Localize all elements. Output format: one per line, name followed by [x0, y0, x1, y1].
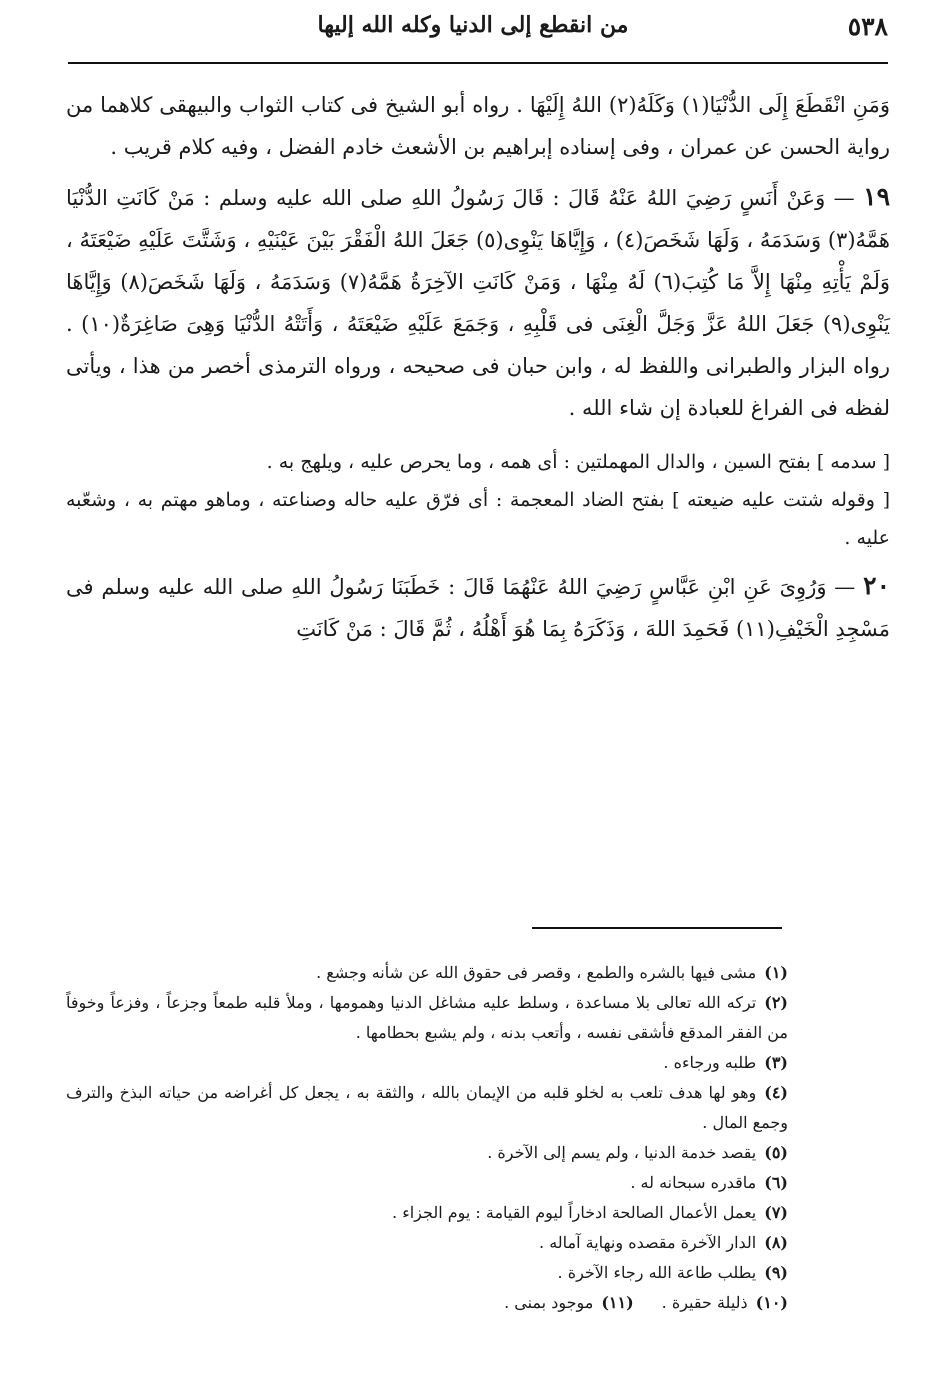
- paragraph-hadith-19: [66, 176, 890, 429]
- footnote-text: موجود بمنى .: [504, 1293, 594, 1312]
- footnote-number: (٧): [764, 1203, 788, 1222]
- footnote-8: [66, 1228, 788, 1258]
- footnote-rule: [532, 927, 782, 929]
- footnote-text: طلبه ورجاءه .: [663, 1053, 757, 1072]
- header-rule: [68, 62, 888, 64]
- footnote-text: تركه الله تعالى بلا مساعدة ، وسلط عليه مشاغل الدنيا وهمومها ، وملأ قلبه طمعاً وجزعاً ، وفزعاً وخوفاً من الفقر المدقع فأشقى نفسه ، وأتعب بدنه ، ولم يشبع بحطامها .: [66, 993, 788, 1042]
- footnote-number: (٣): [764, 1053, 788, 1072]
- hadith-text: — وَعَنْ أَنَسٍ رَضِيَ اللهُ عَنْهُ قَالَ : قَالَ رَسُولُ اللهِ صلى الله عليه وسلم : مَنْ كَانَتِ الدُّنْيَا هَمَّهُ(٣) وَسَدَمَهُ ، وَلَهَا شَخَصَ(٤) ، وَإِيَّاهَا يَنْوِى(٥) جَعَلَ اللهُ الْفَقْرَ بَيْنَ عَيْنَيْهِ ، وَشَتَّتَ عَلَيْهِ ضَيْعَتَهُ ، وَلَمْ يَأْتِهِ مِنْهَا إِلاَّ مَا كُتِبَ(٦) لَهُ مِنْهَا ، وَمَنْ كَانَتِ الآخِرَةُ هَمَّهُ(٧) وَسَدَمَهُ ، وَلَهَا شَخَصَ(٨) وَإِيَّاهَا يَنْوِى(٩) جَعَلَ اللهُ عَزَّ وَجَلَّ الْغِنَى فى قَلْبِهِ ، وَجَمَعَ عَلَيْهِ ضَيْعَتَهُ ، وَأَتَتْهُ الدُّنْيَا وَهِىَ صَاغِرَةٌ(١٠) . رواه البزار والطبرانى واللفظ له ، وابن حبان فى صحيحه ، ورواه الترمذى أخصر من هذا ، ويأتى لفظه فى الفراغ للعبادة إن شاء الله .: [66, 186, 890, 420]
- footnote-5: [66, 1138, 788, 1168]
- running-title: من انقطع إلى الدنيا وكله الله إليها: [317, 12, 629, 38]
- footnote-text: ماقدره سبحانه له .: [630, 1173, 757, 1192]
- main-text: [66, 84, 890, 650]
- footnote-number: (١١): [601, 1293, 634, 1312]
- footnote-text: يقصد خدمة الدنيا ، ولم يسم إلى الآخرة .: [487, 1143, 757, 1162]
- hadith-number: ١٩: [863, 182, 890, 211]
- gloss-dayatahu: [ وقوله شتت عليه ضيعته ] بفتح الضاد المعجمة : أى فرّق عليه حاله وصناعته ، وماهو مهتم به ، وشعّبه عليه .: [66, 489, 890, 549]
- footnotes: [66, 958, 788, 1318]
- footnote-6: [66, 1168, 788, 1198]
- footnote-text: يعمل الأعمال الصالحة ادخاراً ليوم القيامة : يوم الجزاء .: [392, 1203, 757, 1222]
- footnote-text: يطلب طاعة الله رجاء الآخرة .: [557, 1263, 757, 1282]
- footnote-text: الدار الآخرة مقصده ونهاية آماله .: [539, 1233, 757, 1252]
- footnote-text: وهو لها هدف تلعب به لخلو قلبه من الإيمان بالله ، والثقة به ، يجعل كل أغراضه من حياته البذخ والترف وجمع المال .: [66, 1083, 788, 1132]
- footnote-number: (٩): [764, 1263, 788, 1282]
- footnote-number: (١٠): [755, 1293, 788, 1312]
- footnote-number: (١): [764, 963, 788, 982]
- footnote-number: (٢): [764, 993, 788, 1012]
- page-number: ٥٣٨: [847, 12, 888, 41]
- footnote-10-11: [66, 1288, 788, 1318]
- footnote-4: [66, 1078, 788, 1138]
- footnote-7: [66, 1198, 788, 1228]
- footnote-text: ذليلة حقيرة .: [661, 1293, 748, 1312]
- footnote-3: [66, 1048, 788, 1078]
- hadith-number: ٢٠: [863, 571, 890, 600]
- hadith-text: — وَرُوِىَ عَنِ ابْنِ عَبَّاسٍ رَضِيَ اللهُ عَنْهُمَا قَالَ : خَطَبَنَا رَسُولُ اللهِ صلى الله عليه وسلم فى مَسْجِدِ الْخَيْفِ(١١) فَحَمِدَ اللهَ ، وَذَكَرَهُ بِمَا هُوَ أَهْلُهُ ، ثُمَّ قَالَ : مَنْ كَانَتِ: [66, 575, 890, 641]
- footnote-1: [66, 958, 788, 988]
- running-head: [58, 6, 888, 48]
- footnote-number: (٦): [764, 1173, 788, 1192]
- gloss-sadamahu: [ سدمه ] بفتح السين ، والدال المهملتين : أى همه ، وما يحرص عليه ، ويلهج به .: [266, 451, 890, 473]
- footnote-9: [66, 1258, 788, 1288]
- footnote-number: (٥): [764, 1143, 788, 1162]
- paragraph-hadith-18-end: وَمَنِ انْقَطَعَ إِلَى الدُّنْيَا(١) وَكَلَهُ(٢) اللهُ إِلَيْهَا . رواه أبو الشيخ فى كتاب الثواب والبيهقى كلاهما من رواية الحسن عن عمران ، وفى إسناده إبراهيم بن الأشعث خادم الفضل ، وفيه كلام قريب .: [66, 93, 890, 159]
- footnote-number: (٤): [764, 1083, 788, 1102]
- footnote-number: (٨): [764, 1233, 788, 1252]
- footnote-text: مشى فيها بالشره والطمع ، وقصر فى حقوق الله عن شأنه وجشع .: [316, 963, 757, 982]
- footnote-2: [66, 988, 788, 1048]
- paragraph-hadith-20: [66, 565, 890, 650]
